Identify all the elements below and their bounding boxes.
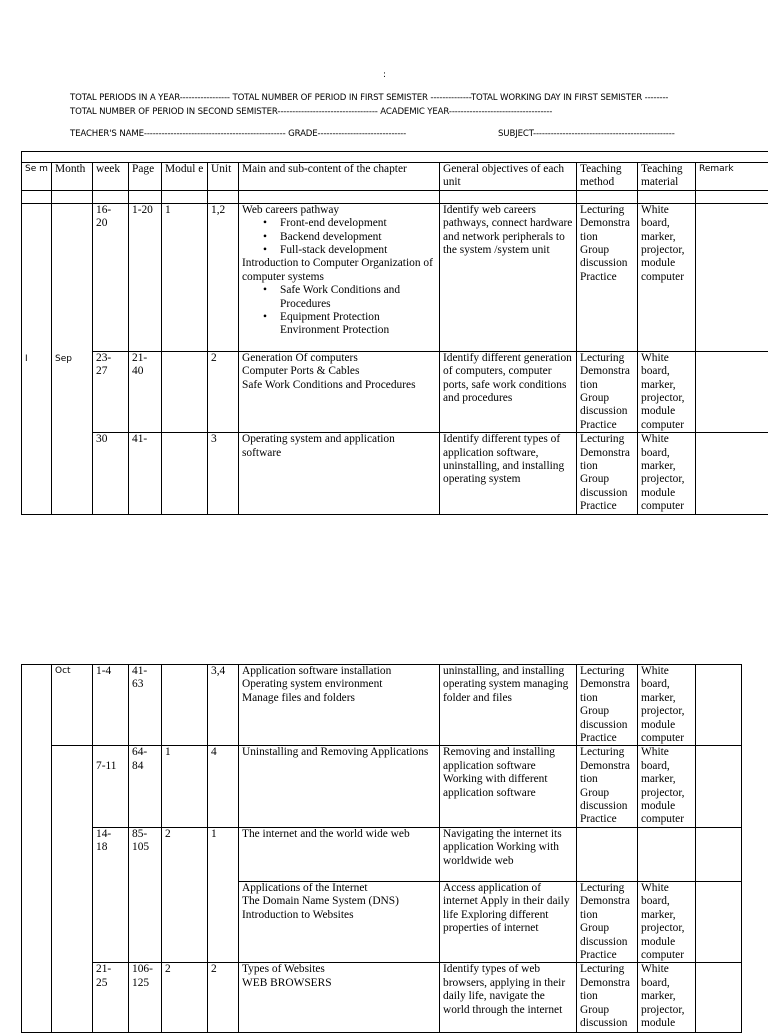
col-header-sem: Se m <box>22 163 52 191</box>
page-cell: 64- 84 <box>129 746 162 827</box>
material-line: White <box>641 204 692 217</box>
module-cell <box>162 351 208 432</box>
method-line: discussion <box>580 487 634 500</box>
header-line-periods: TOTAL PERIODS IN A YEAR----------------- TOTAL NUMBER OF PERIOD IN FIRST SEMISTER --------------TOTAL WORKING DAY IN FIRST SEMISTER -------- <box>70 93 668 103</box>
content-bullets <box>242 284 436 324</box>
material-line: board, <box>641 760 692 773</box>
objectives-cell: Identify web careers pathways, connect hardware and network peripherals to the system /system unit <box>440 203 577 351</box>
content-line: Application software installation <box>242 665 436 678</box>
method-line: Practice <box>580 949 634 962</box>
material-cell <box>638 433 696 514</box>
method-line: Demonstra <box>580 447 634 460</box>
week-cell: 30 <box>93 433 129 514</box>
content-line: The Domain Name System (DNS) <box>242 895 436 908</box>
material-line: projector, <box>641 922 692 935</box>
col-header-unit: Unit <box>208 163 239 191</box>
unit-cell: 2 <box>208 963 239 1033</box>
month-cell <box>52 746 93 1033</box>
table-spacer-row <box>22 152 768 163</box>
material-line: marker, <box>641 909 692 922</box>
col-header-page: Page <box>129 163 162 191</box>
method-line: Lecturing <box>580 352 634 365</box>
method-line: Demonstra <box>580 977 634 990</box>
content-line: Introduction to Websites <box>242 909 436 922</box>
material-cell <box>638 881 696 962</box>
blank-cell <box>440 190 577 203</box>
content-cell <box>239 881 440 962</box>
material-line: module <box>641 1017 692 1030</box>
content-line: Computer Ports & Cables <box>242 365 436 378</box>
material-line: computer <box>641 949 692 962</box>
blank-cell <box>696 190 768 203</box>
col-header-week: week <box>93 163 129 191</box>
material-line: White <box>641 433 692 446</box>
method-line: Demonstra <box>580 895 634 908</box>
content-cell <box>239 203 440 351</box>
material-line: marker, <box>641 773 692 786</box>
blank-cell <box>239 190 440 203</box>
method-line: Group <box>580 705 634 718</box>
material-line: board, <box>641 678 692 691</box>
method-cell <box>577 433 638 514</box>
unit-cell: 3,4 <box>208 665 239 746</box>
material-line: projector, <box>641 392 692 405</box>
content-bullet: • Safe Work Conditions and Procedures <box>280 284 436 311</box>
semester-cell: I <box>22 203 52 514</box>
content-line: Manage files and folders <box>242 692 436 705</box>
blank-cell <box>93 190 129 203</box>
material-line: module <box>641 719 692 732</box>
header-line-teacher: TEACHER'S NAME------------------------------------------------ GRADE------------------------------ <box>70 129 406 139</box>
objectives-cell: Identify types of web browsers, applying in their daily life, navigate the world through the internet <box>440 963 577 1033</box>
col-header-module: Modul e <box>162 163 208 191</box>
table-row <box>22 203 768 351</box>
material-line: marker, <box>641 990 692 1003</box>
method-line: Group <box>580 392 634 405</box>
table-row <box>22 746 742 827</box>
method-line: Lecturing <box>580 665 634 678</box>
material-line: board, <box>641 365 692 378</box>
material-line: White <box>641 963 692 976</box>
content-line: Generation Of computers <box>242 352 436 365</box>
col-header-material: Teaching material <box>638 163 696 191</box>
material-line: projector, <box>641 705 692 718</box>
spacer-cell <box>22 152 768 163</box>
material-cell <box>638 351 696 432</box>
material-line: marker, <box>641 692 692 705</box>
lesson-plan-table-2 <box>21 664 742 1033</box>
remark-cell <box>696 746 742 827</box>
method-cell <box>577 881 638 962</box>
remark-cell <box>696 203 768 351</box>
table-row <box>22 827 742 881</box>
blank-cell <box>638 190 696 203</box>
method-line: Practice <box>580 813 634 826</box>
method-line: tion <box>580 231 634 244</box>
method-line: Demonstra <box>580 365 634 378</box>
method-line: discussion <box>580 1017 634 1030</box>
content-line: Types of Websites <box>242 963 436 976</box>
module-cell <box>162 433 208 514</box>
method-cell <box>577 746 638 827</box>
method-line: Practice <box>580 732 634 745</box>
content-cell <box>239 963 440 1033</box>
page-cell: 1-20 <box>129 203 162 351</box>
method-line: discussion <box>580 800 634 813</box>
material-line: computer <box>641 813 692 826</box>
blank-cell <box>129 190 162 203</box>
page-cell: 85- 105 <box>129 827 162 962</box>
unit-cell: 2 <box>208 351 239 432</box>
material-line: module <box>641 487 692 500</box>
objectives-cell: Removing and installing application software Working with different application software <box>440 746 577 827</box>
module-cell: 1 <box>162 746 208 827</box>
week-cell: 23- 27 <box>93 351 129 432</box>
content-cell <box>239 665 440 746</box>
table-row <box>22 433 768 514</box>
blank-cell <box>22 190 52 203</box>
material-line: computer <box>641 271 692 284</box>
remark-cell <box>696 351 768 432</box>
module-cell: 2 <box>162 827 208 962</box>
method-line: Demonstra <box>580 678 634 691</box>
material-line: module <box>641 257 692 270</box>
unit-cell: 1,2 <box>208 203 239 351</box>
content-line: Introduction to Computer Organization of computer systems <box>242 257 436 284</box>
objectives-cell: Navigating the internet its application Working with worldwide web <box>440 827 577 881</box>
objectives-cell: Access application of internet Apply in their daily life Exploring different properties of internet <box>440 881 577 962</box>
unit-cell: 3 <box>208 433 239 514</box>
material-line: projector, <box>641 244 692 257</box>
week-cell: 16- 20 <box>93 203 129 351</box>
material-line: White <box>641 665 692 678</box>
unit-cell: 1 <box>208 827 239 962</box>
material-line: marker, <box>641 379 692 392</box>
remark-cell <box>696 827 742 881</box>
blank-cell <box>52 190 93 203</box>
table-row <box>22 665 742 746</box>
module-cell <box>162 665 208 746</box>
semester-cell <box>22 665 52 1033</box>
material-line: projector, <box>641 473 692 486</box>
content-line: Applications of the Internet <box>242 882 436 895</box>
material-line: marker, <box>641 460 692 473</box>
method-line: Lecturing <box>580 433 634 446</box>
content-bullet: • Backend development <box>280 231 436 244</box>
content-line: Operating system environment <box>242 678 436 691</box>
content-cell: The internet and the world wide web <box>239 827 440 881</box>
material-cell <box>638 203 696 351</box>
content-bullet: • Full-stack development <box>280 244 436 257</box>
table-blank-row <box>22 190 768 203</box>
objectives-cell: uninstalling, and installing operating system managing folder and files <box>440 665 577 746</box>
blank-cell <box>577 190 638 203</box>
material-line: board, <box>641 217 692 230</box>
page-cell: 106- 125 <box>129 963 162 1033</box>
content-line: Environment Protection <box>242 324 436 337</box>
content-cell: Operating system and application software <box>239 433 440 514</box>
material-cell <box>638 665 696 746</box>
material-line: projector, <box>641 787 692 800</box>
material-line: computer <box>641 419 692 432</box>
week-cell: 1-4 <box>93 665 129 746</box>
method-line: Demonstra <box>580 760 634 773</box>
page-cell: 41- <box>129 433 162 514</box>
method-line: Group <box>580 787 634 800</box>
material-cell <box>638 746 696 827</box>
content-bullet: • Equipment Protection <box>280 311 436 324</box>
month-cell-sep: Sep <box>52 203 93 514</box>
col-header-content: Main and sub-content of the chapter <box>239 163 440 191</box>
remark-cell <box>696 665 742 746</box>
material-line: computer <box>641 732 692 745</box>
table-row <box>22 963 742 1033</box>
material-line: board, <box>641 895 692 908</box>
col-header-method: Teaching method <box>577 163 638 191</box>
module-cell: 1 <box>162 203 208 351</box>
remark-cell <box>696 963 742 1033</box>
header-line-second-semester: TOTAL NUMBER OF PERIOD IN SECOND SEMISTER---------------------------------- ACADEMIC YEAR----------------------------------- <box>70 107 552 117</box>
method-line: tion <box>580 379 634 392</box>
month-cell-oct: Oct <box>52 665 93 746</box>
method-line: tion <box>580 990 634 1003</box>
content-line: Web careers pathway <box>242 204 436 217</box>
remark-cell <box>696 881 742 962</box>
lesson-plan-table-1 <box>21 151 768 515</box>
method-line: Practice <box>580 271 634 284</box>
week-cell: 7-11 <box>93 746 129 827</box>
method-cell <box>577 827 638 881</box>
method-cell <box>577 665 638 746</box>
material-line: computer <box>641 500 692 513</box>
method-line: Group <box>580 922 634 935</box>
col-header-objectives: General objectives of each unit <box>440 163 577 191</box>
method-line: Lecturing <box>580 963 634 976</box>
method-line: discussion <box>580 257 634 270</box>
method-line: tion <box>580 692 634 705</box>
material-line: marker, <box>641 231 692 244</box>
material-line: board, <box>641 977 692 990</box>
method-line: Lecturing <box>580 204 634 217</box>
material-line: module <box>641 405 692 418</box>
method-line: discussion <box>580 405 634 418</box>
content-bullets <box>242 217 436 257</box>
module-cell: 2 <box>162 963 208 1033</box>
method-line: tion <box>580 460 634 473</box>
table-header-row <box>22 163 768 191</box>
col-header-month: Month <box>52 163 93 191</box>
method-cell <box>577 963 638 1033</box>
material-line: module <box>641 936 692 949</box>
method-line: tion <box>580 909 634 922</box>
method-cell <box>577 351 638 432</box>
method-line: discussion <box>580 936 634 949</box>
material-line: White <box>641 882 692 895</box>
page-cell: 21- 40 <box>129 351 162 432</box>
content-line: WEB BROWSERS <box>242 977 436 990</box>
material-line: module <box>641 800 692 813</box>
content-cell <box>239 351 440 432</box>
page-cell: 41- 63 <box>129 665 162 746</box>
method-line: Lecturing <box>580 746 634 759</box>
content-bullet: • Front-end development <box>280 217 436 230</box>
blank-cell <box>162 190 208 203</box>
table-row <box>22 351 768 432</box>
page-dot: : <box>383 70 386 80</box>
method-line: tion <box>580 773 634 786</box>
week-cell: 21- 25 <box>93 963 129 1033</box>
week-cell: 14- 18 <box>93 827 129 962</box>
blank-cell <box>208 190 239 203</box>
material-line: White <box>641 746 692 759</box>
content-line: Safe Work Conditions and Procedures <box>242 379 436 392</box>
material-cell <box>638 963 696 1033</box>
col-header-remark: Remark <box>696 163 768 191</box>
method-line: Group <box>580 244 634 257</box>
material-cell <box>638 827 696 881</box>
material-line: board, <box>641 447 692 460</box>
remark-cell <box>696 433 768 514</box>
method-line: Group <box>580 1004 634 1017</box>
objectives-cell: Identify different generation of computers, computer ports, safe work conditions and procedures <box>440 351 577 432</box>
header-line-subject: SUBJECT------------------------------------------------ <box>498 129 675 139</box>
method-line: Lecturing <box>580 882 634 895</box>
objectives-cell: Identify different types of application software, uninstalling, and installing operating system <box>440 433 577 514</box>
unit-cell: 4 <box>208 746 239 827</box>
material-line: projector, <box>641 1004 692 1017</box>
method-line: Practice <box>580 500 634 513</box>
method-line: Group <box>580 473 634 486</box>
content-cell: Uninstalling and Removing Applications <box>239 746 440 827</box>
method-line: discussion <box>580 719 634 732</box>
method-line: Demonstra <box>580 217 634 230</box>
method-line: Practice <box>580 419 634 432</box>
material-line: White <box>641 352 692 365</box>
method-cell <box>577 203 638 351</box>
